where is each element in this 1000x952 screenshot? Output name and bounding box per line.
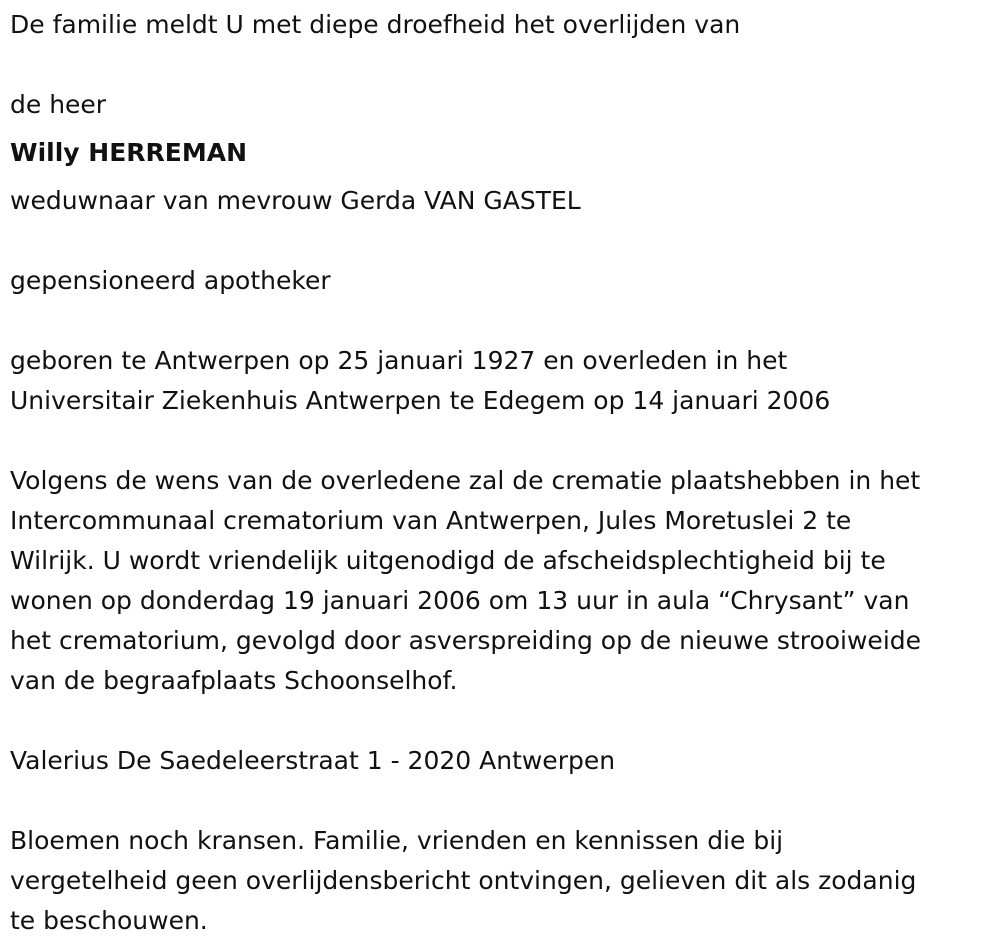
flowers-line-2: vergetelheid geen overlijdensbericht ontvingen, gelieven dit als zodanig bbox=[10, 866, 917, 895]
address: Valerius De Saedeleerstraat 1 - 2020 Antwerpen bbox=[10, 746, 616, 775]
birth-death-line-1: geboren te Antwerpen op 25 januari 1927 en overleden in het bbox=[10, 346, 788, 375]
ceremony-line-5: het crematorium, gevolgd door asverspreiding op de nieuwe strooiweide bbox=[10, 626, 922, 655]
honorific: de heer bbox=[10, 90, 107, 119]
ceremony-line-6: van de begraafplaats Schoonselhof. bbox=[10, 666, 458, 695]
intro-text: De familie meldt U met diepe droefheid het overlijden van bbox=[10, 10, 741, 39]
ceremony-line-3: Wilrijk. U wordt vriendelijk uitgenodigd de afscheidsplechtigheid bij te bbox=[10, 546, 886, 575]
occupation: gepensioneerd apotheker bbox=[10, 266, 331, 295]
flowers-line-3: te beschouwen. bbox=[10, 906, 208, 935]
deceased-name: Willy HERREMAN bbox=[10, 138, 248, 167]
widower-line: weduwnaar van mevrouw Gerda VAN GASTEL bbox=[10, 186, 581, 215]
ceremony-line-4: wonen op donderdag 19 januari 2006 om 13 uur in aula “Chrysant” van bbox=[10, 586, 910, 615]
ceremony-line-2: Intercommunaal crematorium van Antwerpen, Jules Moretuslei 2 te bbox=[10, 506, 852, 535]
ceremony-line-1: Volgens de wens van de overledene zal de crematie plaatshebben in het bbox=[10, 466, 921, 495]
flowers-line-1: Bloemen noch kransen. Familie, vrienden en kennissen die bij bbox=[10, 826, 784, 855]
birth-death-line-2: Universitair Ziekenhuis Antwerpen te Edegem op 14 januari 2006 bbox=[10, 386, 831, 415]
